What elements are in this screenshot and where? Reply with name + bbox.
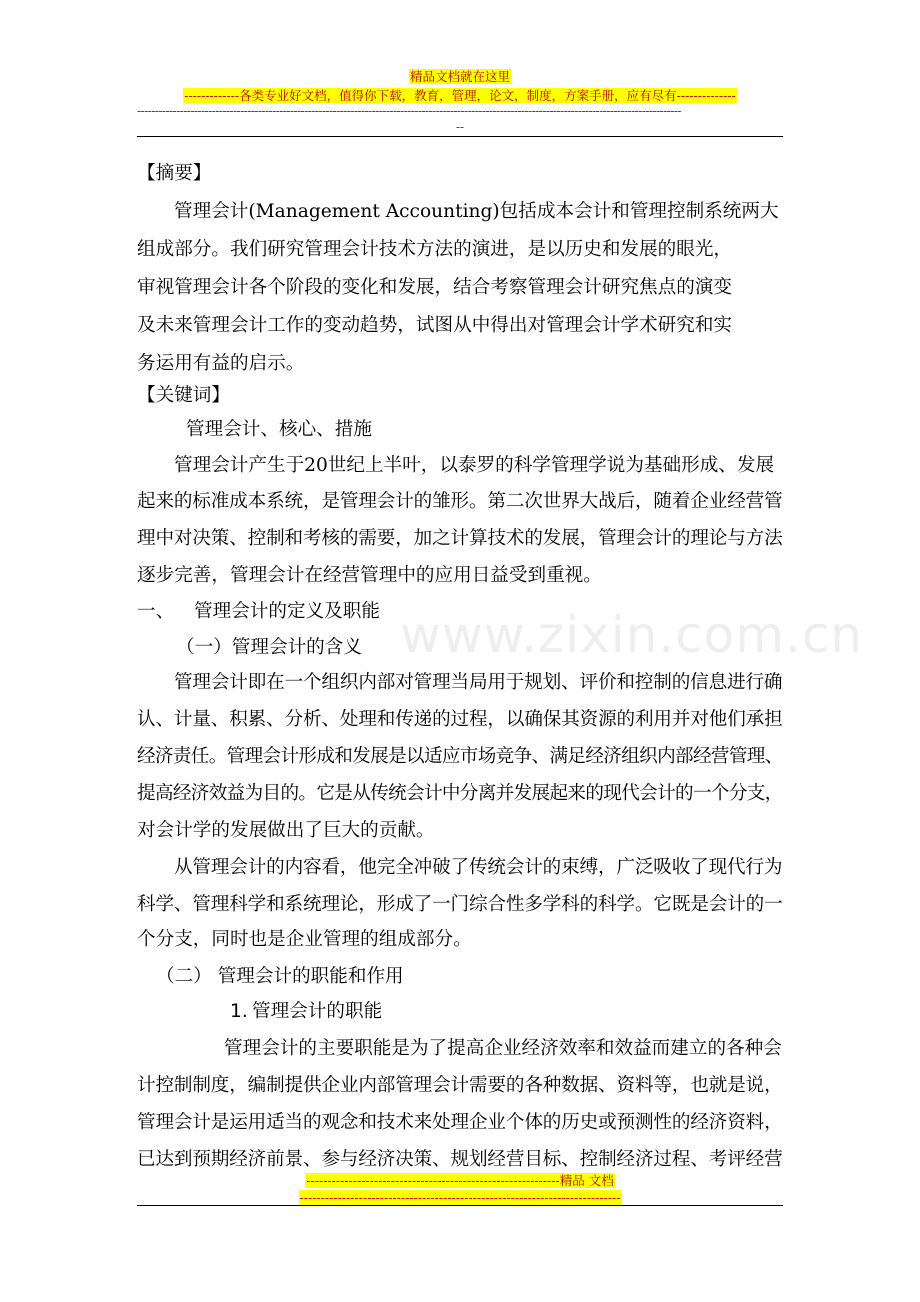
abstract-heading: 【摘要】 (137, 163, 212, 184)
subsection2-title: （二） 管理会计的职能和作用 (156, 966, 404, 987)
subsection1-title: （一）管理会计的含义 (176, 637, 362, 658)
intro-line: 起来的标准成本系统，是管理会计的雏形。第二次世界大战后，随着企业经营管 (137, 491, 783, 512)
watermark: www.zixin.com.cn (400, 606, 864, 664)
header-tagline: -------------各类专业好文档，值得你下载，教育，管理，论文，制度，方案手册，应有尽有-------------- (184, 88, 736, 103)
definition-line: 经济责任。管理会计形成和发展是以适应市场竞争、满足经济组织内部经营管理、 (137, 746, 783, 767)
keywords: 管理会计、核心、措施 (186, 419, 372, 440)
content-line: 科学、管理科学和系统理论，形成了一门综合性多学科的科学。它既是会计的一 (137, 894, 783, 915)
item1-title: 管理会计的职能 (252, 1001, 383, 1022)
abstract-line: 组成部分。我们研究管理会计技术方法的演进，是以历史和发展的眼光， (137, 239, 733, 260)
item1-number: 1. (230, 1001, 248, 1022)
intro-line: 逐步完善，管理会计在经营管理中的应用日益受到重视。 (137, 565, 602, 586)
header-dashes-tail: -- (455, 120, 465, 134)
function-line: 计控制制度，编制提供企业内部管理会计需要的各种数据、资料等，也就是说， (137, 1075, 783, 1096)
header-dashes: --------------------------------------------------------------------------------------------------------------------------------------------------------- (137, 104, 681, 118)
header-title: 精品文档就在这里 (409, 69, 510, 84)
definition-line: 提高经济效益为目的。它是从传统会计中分离并发展起来的现代会计的一个分支， (137, 783, 783, 804)
abstract-line: 务运用有益的启示。 (137, 353, 305, 374)
intro-line: 管理会计产生于20世纪上半叶，以泰罗的科学管理学说为基础形成、发展 (174, 455, 775, 476)
abstract-line: 审视管理会计各个阶段的变化和发展，结合考察管理会计研究焦点的演变 (137, 277, 733, 298)
intro-line: 理中对决策、控制和考核的需要，加之计算技术的发展，管理会计的理论与方法 (137, 528, 783, 549)
abstract-line: 及未来管理会计工作的变动趋势，试图从中得出对管理会计学术研究和实 (137, 315, 733, 336)
function-line: 已达到预期经济前景、参与经济决策、规划经营目标、控制经济过程、考评经营 (137, 1149, 783, 1170)
keywords-heading: 【关键词】 (137, 385, 230, 406)
header-rule (137, 136, 783, 137)
definition-line: 对会计学的发展做出了巨大的贡献。 (137, 820, 435, 841)
function-line: 管理会计的主要职能是为了提高企业经济效率和效益而建立的各种会 (224, 1038, 782, 1059)
function-line: 管理会计是运用适当的观念和技术来处理企业个体的历史或预测性的经济资料， (137, 1112, 783, 1133)
definition-line: 认、计量、积累、分析、处理和传递的过程，以确保其资源的利用并对他们承担 (137, 709, 783, 730)
footer-rule (137, 1205, 783, 1206)
section1-title: 管理会计的定义及职能 (194, 601, 380, 622)
definition-line: 管理会计即在一个组织内部对管理当局用于规划、评价和控制的信息进行确 (174, 672, 783, 693)
abstract-line: 管理会计(Management Accounting)包括成本会计和管理控制系统两大 (174, 201, 779, 222)
footer-line-2: ---------------------------------------------------------------------------- (299, 1190, 621, 1205)
content-line: 从管理会计的内容看，他完全冲破了传统会计的束缚，广泛吸收了现代行为 (174, 857, 783, 878)
footer-line-1: ------------------------------------------------------------精品 文档 (306, 1173, 614, 1188)
section1-number: 一、 (137, 601, 175, 622)
content-line: 个分支，同时也是企业管理的组成部分。 (137, 929, 472, 950)
